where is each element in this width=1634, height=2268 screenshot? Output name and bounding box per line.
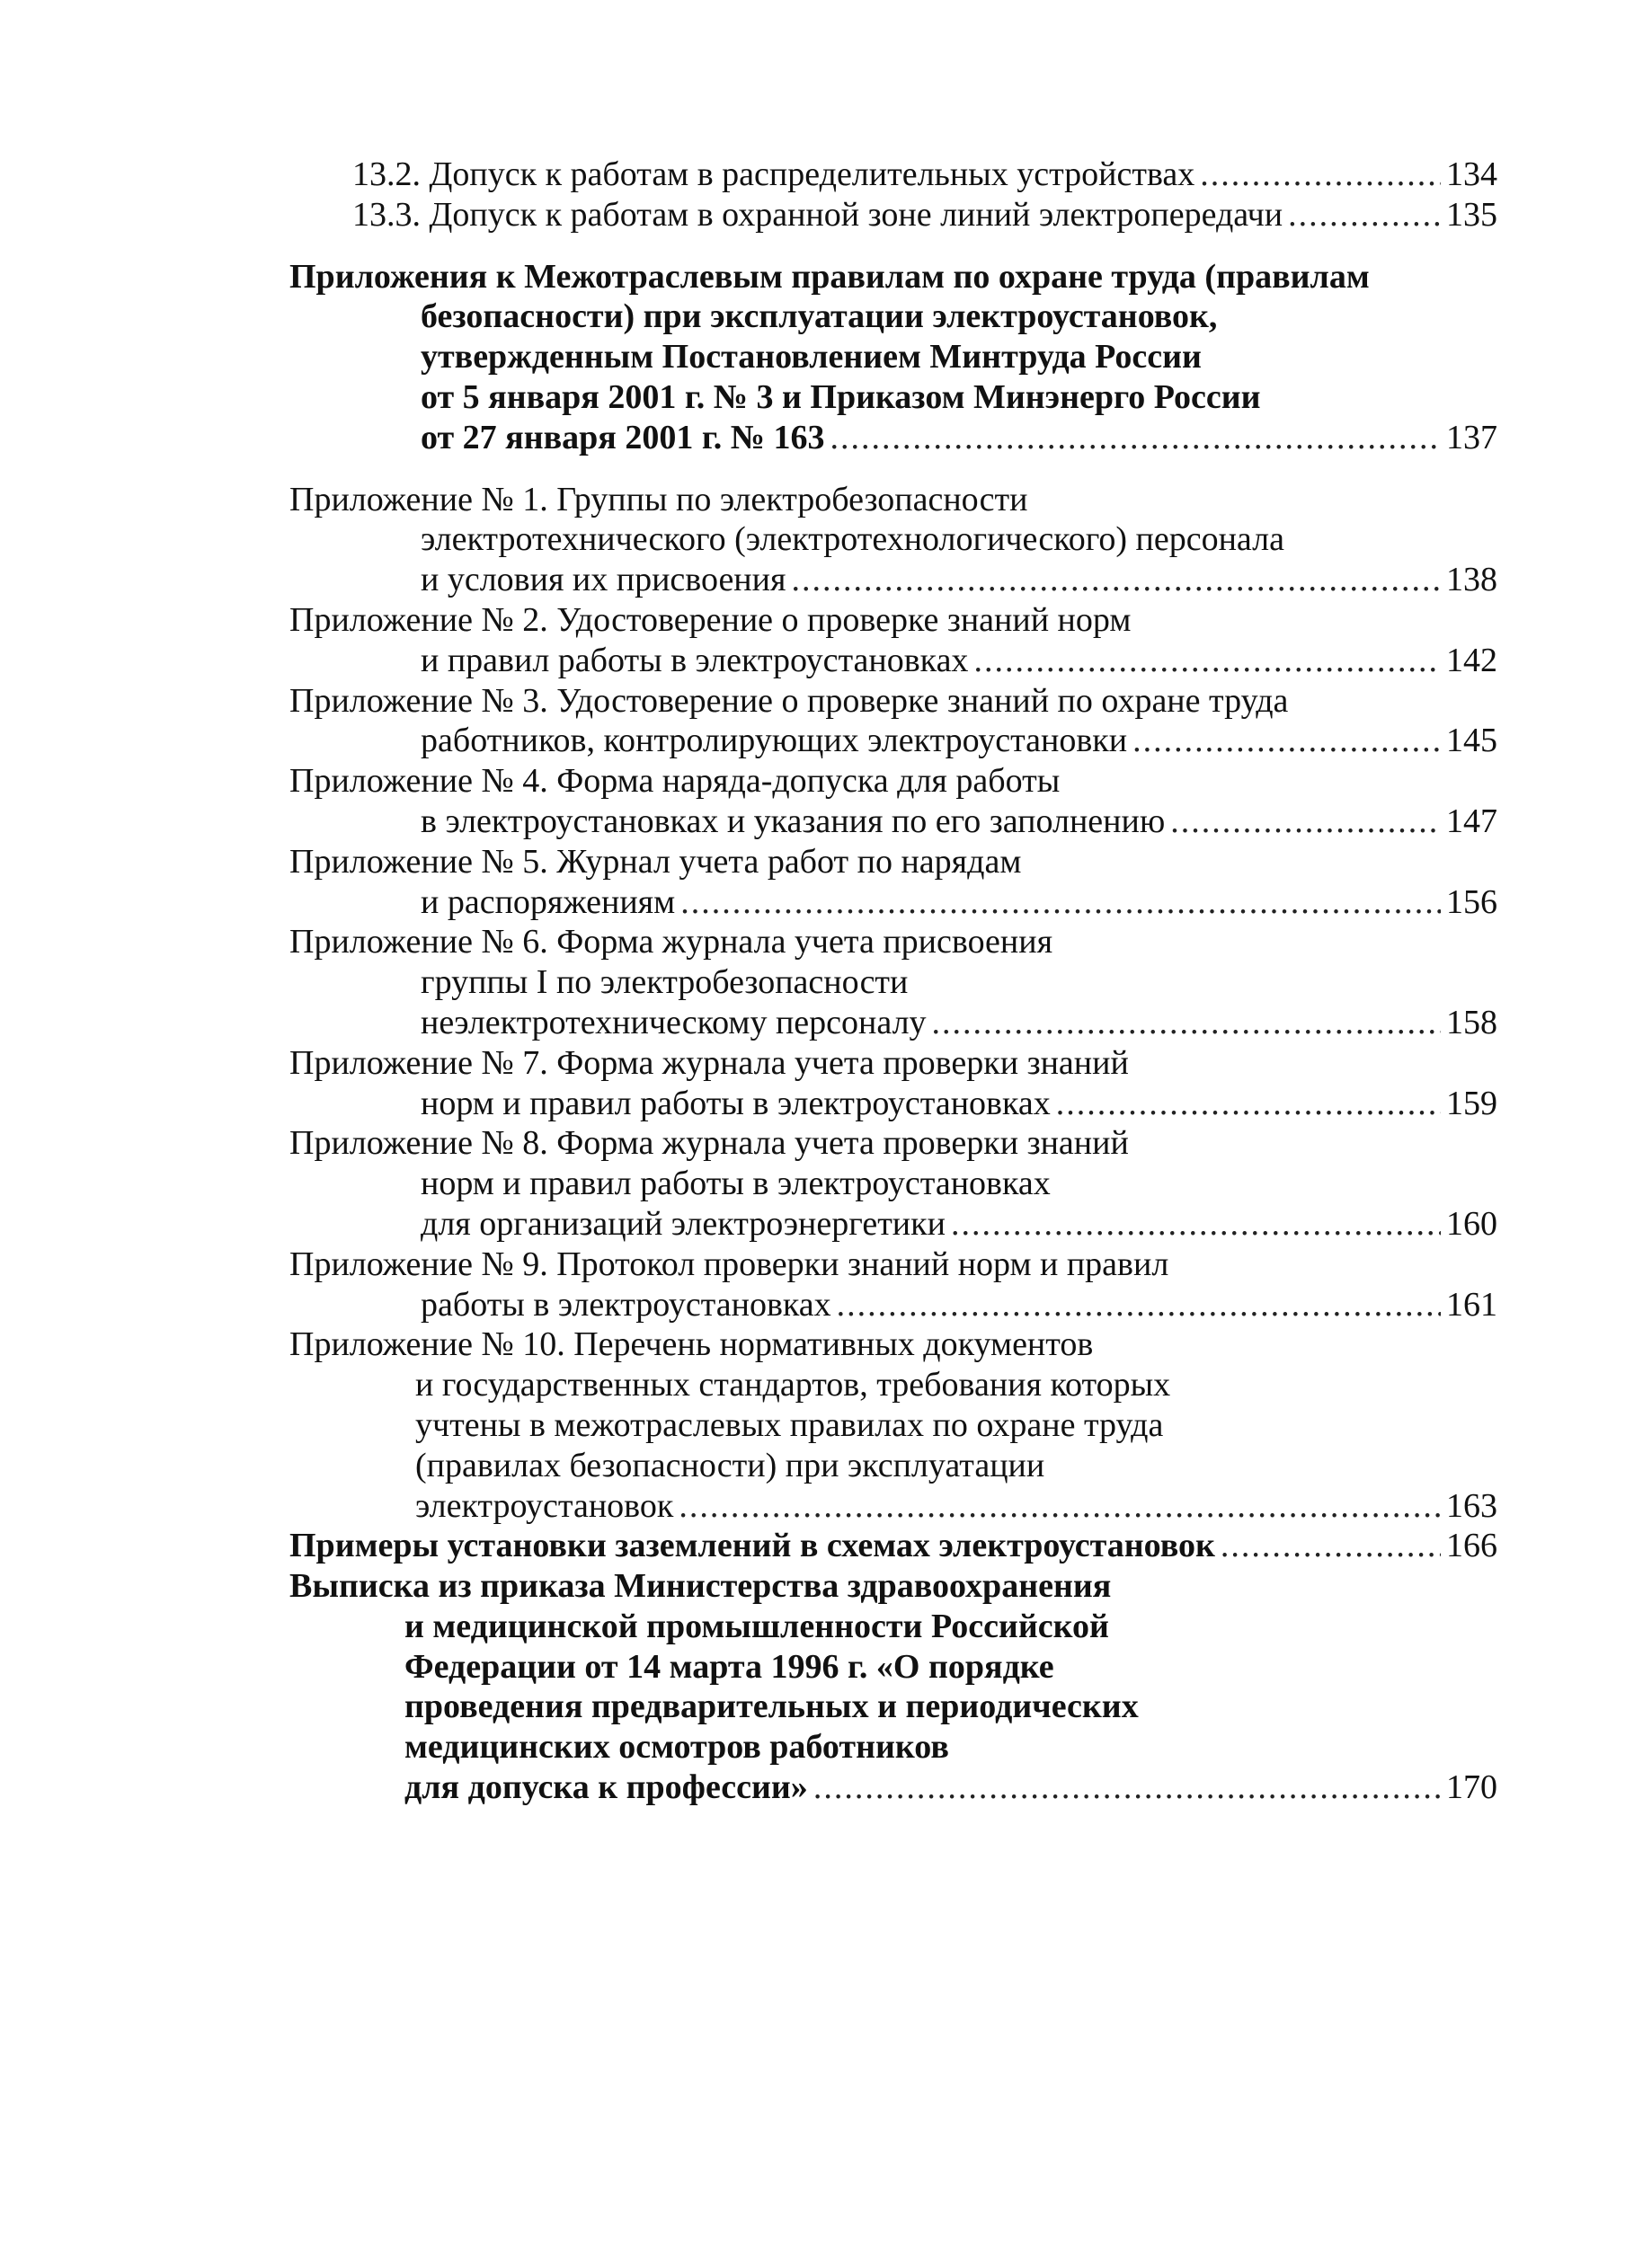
toc-line-text: работников, контролирующих электроустановки (421, 722, 1128, 760)
toc-line (289, 802, 1497, 842)
toc-line (289, 1687, 1497, 1727)
toc-entry-appendix-2[interactable] (289, 600, 1497, 681)
toc-line-text: медицинских осмотров работников (404, 1728, 949, 1767)
toc-entry-appendix-10[interactable] (289, 1324, 1497, 1526)
toc-line-text: для допуска к профессии» (404, 1768, 808, 1807)
toc-line-text: электротехнического (электротехнологического) персонала (421, 520, 1284, 559)
toc-line-text: Приложение № 4. Форма наряда-допуска для работы (289, 762, 1061, 801)
toc-line (289, 1043, 1497, 1084)
toc-line-text: проведения предварительных и периодических (404, 1688, 1139, 1726)
toc-line-text: для организаций электроэнергетики (421, 1204, 946, 1243)
toc-line-text: (правилах безопасности) при эксплуатации (415, 1446, 1045, 1484)
dot-leader (791, 560, 1441, 600)
toc-entry-appendix-8[interactable] (289, 1123, 1497, 1244)
dot-leader (1221, 1526, 1441, 1566)
toc-line (289, 1405, 1497, 1446)
page-number: 163 (1446, 1486, 1497, 1525)
toc-line-text: учтены в межотраслевых правилах по охране труда (415, 1405, 1164, 1444)
page-number: 156 (1446, 882, 1497, 921)
toc-entry-appendix-1[interactable] (289, 480, 1497, 600)
toc-line (289, 1164, 1497, 1204)
dot-leader (973, 641, 1441, 681)
toc-line-text: Приложение № 8. Форма журнала учета проверки знаний (289, 1124, 1129, 1163)
toc-line-text: Федерации от 14 марта 1996 г. «О порядке (404, 1647, 1054, 1686)
toc-line (289, 681, 1497, 722)
appendix-heading-block (289, 257, 1497, 458)
toc-line (289, 1566, 1497, 1607)
page-number: 160 (1446, 1204, 1497, 1243)
toc-line (289, 560, 1497, 600)
page-number: 142 (1446, 641, 1497, 679)
toc-entry-section[interactable] (289, 155, 1497, 195)
toc-line (289, 882, 1497, 923)
dot-leader (932, 1003, 1441, 1043)
toc-line-text: Примеры установки заземлений в схемах электроустановок (289, 1527, 1215, 1565)
toc-line (289, 1727, 1497, 1767)
toc-line (289, 721, 1497, 761)
toc-entry-extract[interactable] (289, 1566, 1497, 1808)
toc-line (289, 155, 1497, 195)
dot-leader (680, 882, 1441, 923)
toc-line-text: безопасности) при эксплуатации электроустановок, (421, 297, 1218, 336)
toc-line (289, 641, 1497, 681)
page-number: 145 (1446, 722, 1497, 760)
toc-entry-appendix-5[interactable] (289, 842, 1497, 923)
toc-line (289, 600, 1497, 641)
toc-line-text: Выписка из приказа Министерства здравоохранения (289, 1567, 1112, 1606)
toc-line-text: и государственных стандартов, требования которых (415, 1366, 1171, 1404)
dot-leader (951, 1204, 1441, 1245)
page-number: 138 (1446, 561, 1497, 599)
toc-line-text: Приложение № 6. Форма журнала учета присвоения (289, 923, 1053, 961)
toc-entry-appendix-heading[interactable] (289, 257, 1497, 458)
toc-entry-section[interactable] (289, 195, 1497, 235)
toc-entry-examples[interactable] (289, 1526, 1497, 1566)
toc-line (289, 1526, 1497, 1566)
page-number: 170 (1446, 1768, 1497, 1807)
page-number: 134 (1446, 155, 1497, 193)
toc-line-text: и медицинской промышленности Российской (404, 1607, 1109, 1645)
toc-line (289, 1767, 1497, 1808)
toc-line (289, 1003, 1497, 1043)
toc-entry-appendix-6[interactable] (289, 922, 1497, 1042)
toc-line-text: утвержденным Постановлением Минтруда России (421, 338, 1202, 377)
toc-line (289, 1446, 1497, 1486)
toc-line-text: Приложение № 3. Удостоверение о проверке знаний по охране труда (289, 681, 1289, 720)
dot-leader (830, 418, 1442, 458)
toc-line-text: электроустановок (415, 1486, 674, 1525)
toc-line-text: норм и правил работы в электроустановках (421, 1165, 1051, 1203)
dot-leader (1170, 802, 1441, 842)
toc-line-text: и правил работы в электроустановках (421, 641, 969, 679)
page-number: 159 (1446, 1084, 1497, 1122)
toc-line-text: 13.3. Допуск к работам в охранной зоне линий электропередачи (352, 195, 1283, 234)
toc-entry-appendix-7[interactable] (289, 1043, 1497, 1124)
toc-line-text: норм и правил работы в электроустановках (421, 1084, 1051, 1122)
toc-line-text: Приложение № 7. Форма журнала учета проверки знаний (289, 1043, 1129, 1082)
toc-entry-appendix-3[interactable] (289, 681, 1497, 762)
toc-line (289, 962, 1497, 1003)
toc-line-text: неэлектротехническому персоналу (421, 1003, 927, 1041)
toc-line-text: Приложение № 9. Протокол проверки знаний норм и правил (289, 1245, 1169, 1283)
table-of-contents (289, 155, 1497, 1808)
toc-entry-appendix-4[interactable] (289, 761, 1497, 842)
page-number: 161 (1446, 1285, 1497, 1324)
toc-line-text: Приложение № 2. Удостоверение о проверке знаний норм (289, 600, 1132, 639)
toc-line (289, 297, 1497, 337)
dot-leader (1132, 721, 1441, 761)
toc-line (289, 761, 1497, 802)
toc-line (289, 1647, 1497, 1688)
toc-line (289, 1324, 1497, 1365)
toc-line (289, 842, 1497, 882)
dot-leader (837, 1285, 1441, 1325)
appendices-list (289, 480, 1497, 1808)
toc-line (289, 257, 1497, 297)
toc-line-text: Приложения к Межотраслевым правилам по охране труда (правилам (289, 257, 1370, 296)
toc-line (289, 377, 1497, 418)
toc-line (289, 337, 1497, 377)
dot-leader (1056, 1084, 1441, 1124)
toc-line (289, 1365, 1497, 1405)
dot-leader (679, 1486, 1441, 1527)
toc-line (289, 1123, 1497, 1164)
toc-line-text: и условия их присвоения (421, 561, 786, 599)
toc-line-text: от 27 января 2001 г. № 163 (421, 418, 825, 456)
toc-line (289, 1204, 1497, 1245)
toc-line-text: и распоряжениям (421, 882, 676, 921)
toc-line (289, 1607, 1497, 1647)
toc-line (289, 195, 1497, 235)
dot-leader (813, 1767, 1441, 1808)
page-number: 166 (1446, 1527, 1497, 1565)
page-number: 135 (1446, 195, 1497, 234)
toc-entry-appendix-9[interactable] (289, 1245, 1497, 1325)
toc-line-text: от 5 января 2001 г. № 3 и Приказом Минэнерго России (421, 377, 1261, 416)
toc-line-text: группы I по электробезопасности (421, 963, 909, 1002)
toc-line-text: Приложение № 1. Группы по электробезопасности (289, 480, 1028, 518)
toc-line (289, 418, 1497, 458)
toc-line (289, 1285, 1497, 1325)
toc-line-text: в электроустановках и указания по его заполнению (421, 802, 1166, 840)
toc-line (289, 1084, 1497, 1124)
dot-leader (1200, 155, 1441, 195)
toc-line-text: 13.2. Допуск к работам в распределительных устройствах (352, 155, 1195, 193)
page-number: 137 (1446, 418, 1497, 456)
toc-line-text: работы в электроустановках (421, 1285, 831, 1324)
toc-line-text: Приложение № 5. Журнал учета работ по нарядам (289, 842, 1022, 881)
dot-leader (1288, 195, 1441, 235)
toc-line (289, 1486, 1497, 1527)
toc-line (289, 922, 1497, 962)
section-13-entries (289, 155, 1497, 235)
page-number: 158 (1446, 1003, 1497, 1041)
toc-line (289, 1245, 1497, 1285)
toc-line-text: Приложение № 10. Перечень нормативных документов (289, 1325, 1094, 1364)
toc-line (289, 480, 1497, 520)
toc-line (289, 519, 1497, 560)
page-number: 147 (1446, 802, 1497, 840)
